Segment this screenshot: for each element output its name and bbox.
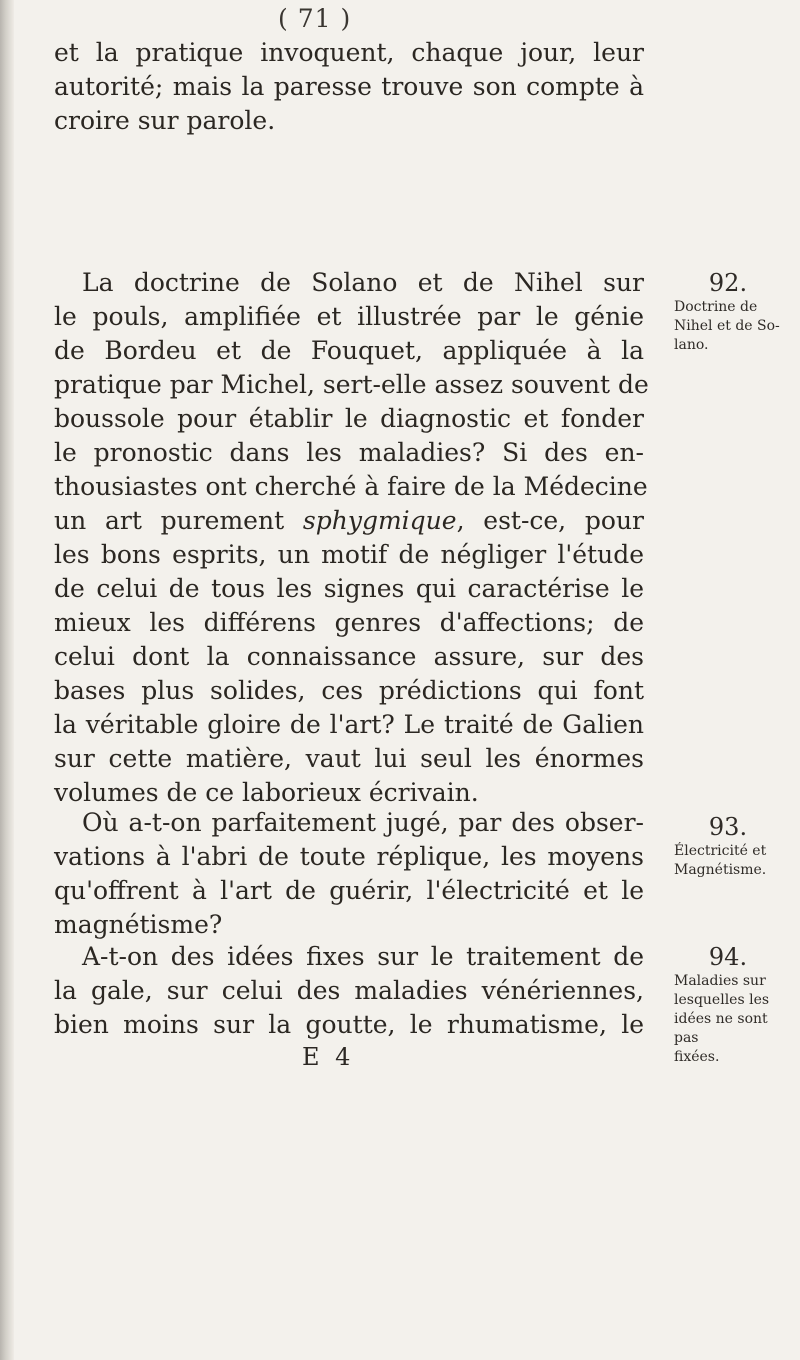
- signature-mark: E 4: [302, 1043, 355, 1071]
- text-line: autorité; mais la paresse trouve son compte à: [54, 72, 644, 101]
- text-line: bien moins sur la goutte, le rhumatisme, le: [54, 1010, 644, 1039]
- paragraph-3: [54, 806, 644, 942]
- text-line: Où a-t-on parfaitement jugé, par des obser-: [82, 808, 644, 837]
- margin-note-text: Maladies sur: [674, 973, 766, 989]
- text-line: le pouls, amplifiée et illustrée par le génie: [54, 302, 644, 331]
- margin-note-number: 94.: [708, 943, 748, 971]
- text-line: sur cette matière, vaut lui seul les énormes: [54, 744, 644, 773]
- text-line: boussole pour établir le diagnostic et fonder: [54, 404, 644, 433]
- margin-note-text: lesquelles les: [674, 992, 770, 1008]
- text-line-italic: un art purement sphygmique, est-ce, pour: [54, 506, 644, 535]
- margin-note-text: fixées.: [674, 1049, 720, 1065]
- margin-note-text: Magnétisme.: [674, 862, 767, 878]
- margin-note-text: Doctrine de: [674, 299, 758, 315]
- text-line: volumes de ce laborieux écrivain.: [54, 778, 479, 807]
- text-line: les bons esprits, un motif de négliger l'étude: [54, 540, 644, 569]
- page-number: ( 71 ): [278, 4, 352, 33]
- text-line: croire sur parole.: [54, 106, 276, 135]
- margin-note-text: idées ne sont pas: [674, 1011, 768, 1046]
- text-line: mieux les différens genres d'affections; de: [54, 608, 644, 637]
- text-line: A-t-on des idées fixes sur le traitement de: [82, 942, 644, 971]
- text-line: et la pratique invoquent, chaque jour, leur: [54, 38, 644, 67]
- text-line: la gale, sur celui des maladies vénériennes,: [54, 976, 644, 1005]
- paragraph-4: [54, 940, 644, 1042]
- text-line: qu'offrent à l'art de guérir, l'électricité et le: [54, 876, 644, 905]
- margin-note-number: 92.: [708, 269, 748, 297]
- text-line: bases plus solides, ces prédictions qui font: [54, 676, 644, 705]
- page-binding-edge: [0, 0, 14, 1360]
- text-line: le pronostic dans les maladies? Si des en-: [54, 438, 644, 467]
- text-line: la véritable gloire de l'art? Le traité de Galien: [54, 710, 644, 739]
- text-line: La doctrine de Solano et de Nihel sur: [82, 268, 644, 297]
- margin-note-text: Électricité et: [674, 843, 767, 859]
- margin-note-text: lano.: [674, 337, 709, 353]
- margin-note-92: [668, 268, 788, 355]
- text-line: vations à l'abri de toute réplique, les moyens: [54, 842, 644, 871]
- text-line: thousiastes ont cherché à faire de la Médecine: [54, 472, 648, 501]
- text-line: magnétisme?: [54, 910, 223, 939]
- margin-note-number: 93.: [708, 813, 748, 841]
- text-line: de celui de tous les signes qui caractérise le: [54, 574, 644, 603]
- text-line: de Bordeu et de Fouquet, appliquée à la: [54, 336, 644, 365]
- margin-note-text: Nihel et de So-: [674, 318, 780, 334]
- margin-note-93: [668, 812, 788, 880]
- text-line: celui dont la connaissance assure, sur des: [54, 642, 644, 671]
- paragraph-1: [54, 36, 644, 138]
- paragraph-2: [54, 266, 649, 810]
- italic-term: sphygmique: [302, 506, 457, 535]
- text-line: pratique par Michel, sert-elle assez souvent de: [54, 370, 649, 399]
- margin-note-94: [668, 942, 788, 1067]
